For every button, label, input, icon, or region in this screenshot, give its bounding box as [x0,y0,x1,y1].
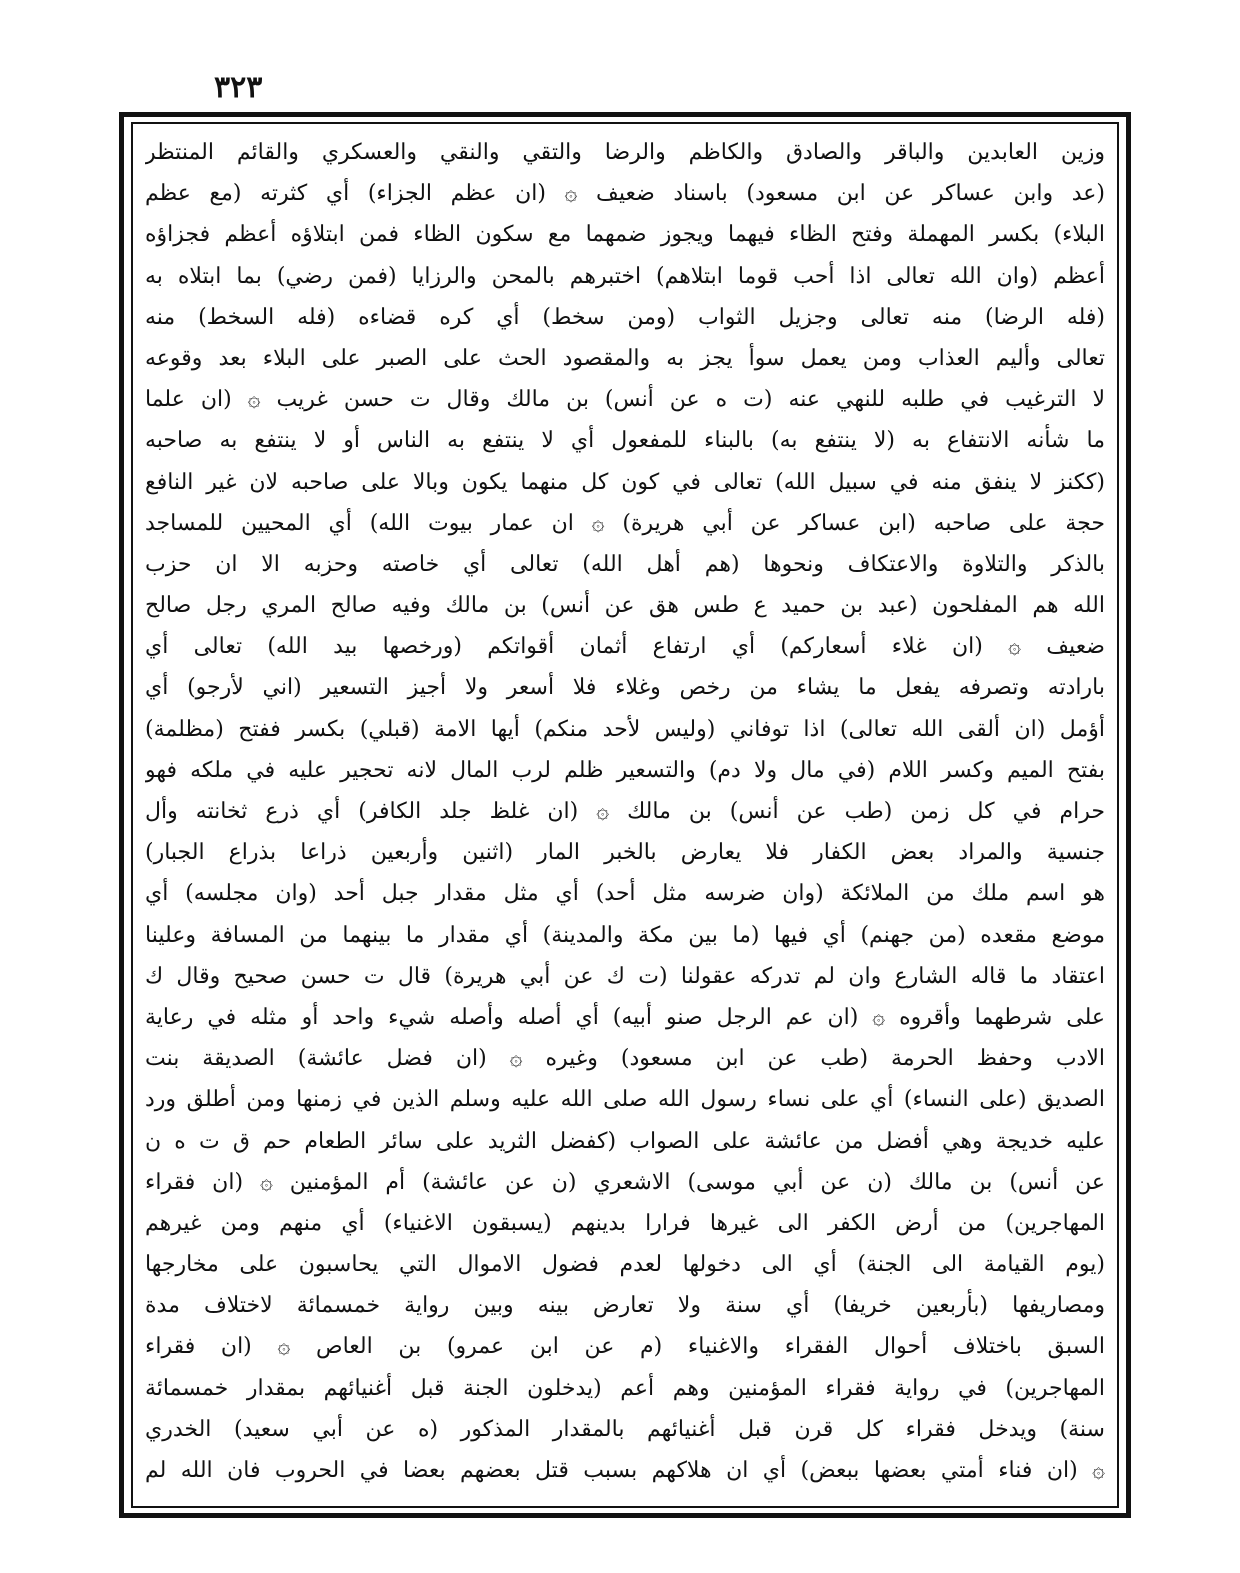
text-line: ضعيف ۞ (ان غلاء أسعاركم) أي ارتفاع أثمان أقواتكم (ورخصها بيد الله) تعالى أي [145,634,1105,660]
text-line: على شرطهما وأقروه ۞ (ان عم الرجل صنو أبيه) أي أصله وأصله شيء واحد أو مثله في رعاية [145,1004,1105,1030]
body-text [145,132,1105,1494]
text-line: هو اسم ملك من الملائكة (وان ضرسه مثل أحد) أي مثل مقدار جبل أحد (وان مجلسه) أي [145,881,1105,907]
text-line: حجة على صاحبه (ابن عساكر عن أبي هريرة) ۞ ان عمار بيوت الله) أي المحيين للمساجد [145,510,1105,536]
text-line: حرام في كل زمن (طب عن أنس) بن مالك ۞ (ان غلظ جلد الكافر) أي ذرع ثخانته وأل [145,799,1105,824]
text-line: لا الترغيب في طلبه للنهي عنه (ت ه عن أنس) بن مالك وقال ت حسن غريب ۞ (ان علما [145,387,1105,413]
page-number: ٣٢٣ [214,70,263,105]
text-line: وزين العابدين والباقر والصادق والكاظم والرضا والتقي والنقي والعسكري والقائم المنتظر [145,140,1105,165]
text-line: (فله الرضا) منه تعالى وجزيل الثواب (ومن سخط) أي كره قضاءه (فله السخط) منه [145,304,1105,330]
text-line: المهاجرين) في رواية فقراء المؤمنين وهم أعم (يدخلون الجنة قبل أغنيائهم بمقدار خمسمائة [145,1375,1105,1401]
text-line: (عد وابن عساكر عن ابن مسعود) باسناد ضعيف ۞ (ان عظم الجزاء) أي كثرته (مع عظم [145,181,1105,207]
text-line: ۞ (ان فناء أمتي بعضها ببعض) أي ان هلاكهم بسبب قتل بعضهم بعضا في الحروب فان الله لم [145,1458,1105,1483]
text-line: عليه خديجة وهي أفضل من عائشة على الصواب (كفضل الثريد على سائر الطعام حم ق ت ه ن [145,1128,1105,1154]
text-line: سنة) ويدخل فقراء كل قرن قبل أغنيائهم بالمقدار المذكور (ه عن أبي سعيد) الخدري [145,1416,1105,1442]
text-line: أؤمل (ان ألقى الله تعالى) اذا توفاني (وليس لأحد منكم) أيها الامة (قبلي) بكسر ففتح (مظلمة) [145,716,1105,742]
text-line: ومصاريفها (بأربعين خريفا) أي سنة ولا تعارض بينه وبين رواية خمسمائة لاختلاف مدة [145,1293,1105,1319]
text-line: بفتح الميم وكسر اللام (في مال ولا دم) والتسعير ظلم لرب المال لانه تحجير عليه في ملكه فهو [145,757,1105,783]
text-line: الله هم المفلحون (عبد بن حميد ع طس هق عن أنس) بن مالك وفيه صالح المري رجل صالح [145,593,1105,619]
text-line: جنسية والمراد بعض الكفار فلا يعارض بالخبر المار (اثنين وأربعين ذراعا بذراع الجبار) [145,840,1105,866]
text-line: المهاجرين) من أرض الكفر الى غيرها فرارا بدينهم (يسبقون الاغنياء) أي منهم ومن غيرهم [145,1210,1105,1236]
text-line: عن أنس) بن مالك (ن عن أبي موسى) الاشعري (ن عن عائشة) أم المؤمنين ۞ (ان فقراء [145,1169,1105,1195]
text-line: الصديق (على النساء) أي على نساء رسول الله صلى الله عليه وسلم الذين في زمنها ومن أطلق ورد [145,1087,1105,1113]
text-line: تعالى وأليم العذاب ومن يعمل سوأ يجز به والمقصود الحث على الصبر على البلاء بعد وقوعه [145,345,1105,371]
text-line: الادب وحفظ الحرمة (طب عن ابن مسعود) وغيره ۞ (ان فضل عائشة) الصديقة بنت [145,1046,1105,1072]
text-line: بالذكر والتلاوة والاعتكاف ونحوها (هم أهل الله) تعالى أي خاصته وحزبه الا ان حزب [145,551,1105,577]
text-line: أعظم (وان الله تعالى اذا أحب قوما ابتلاهم) اختبرهم بالمحن والرزايا (فمن رضي) بما ابتلاه به [145,263,1105,289]
text-line: اعتقاد ما قاله الشارع وان لم تدركه عقولنا (ت ك عن أبي هريرة) قال ت حسن صحيح وقال ك [145,963,1105,989]
text-line: بارادته وتصرفه يفعل ما يشاء من رخص وغلاء فلا أسعر ولا أجيز التسعير (اني لأرجو) أي [145,675,1105,701]
text-line: ما شأنه الانتفاع به (لا ينتفع به) بالبناء للمفعول أي لا ينتفع به الناس أو لا ينتفع به صاحبه [145,428,1105,454]
text-line: موضع مقعده (من جهنم) أي فيها (ما بين مكة والمدينة) أي مقدار ما بينهما من المسافة وعلينا [145,922,1105,948]
text-line: (ككنز لا ينفق منه في سبيل الله) تعالى في كون كل منهما يكون وبالا على صاحبه لان غير النافع [145,469,1105,495]
text-line: البلاء) بكسر المهملة وفتح الظاء فيهما ويجوز ضمهما مع سكون الظاء فمن ابتلاؤه أعظم فجزاؤه [145,222,1105,248]
text-line: (يوم القيامة الى الجنة) أي الى دخولها لعدم فضول الاموال التي يحاسبون على مخارجها [145,1252,1105,1278]
text-line: السبق باختلاف أحوال الفقراء والاغنياء (م عن ابن عمرو) بن العاص ۞ (ان فقراء [145,1334,1105,1360]
